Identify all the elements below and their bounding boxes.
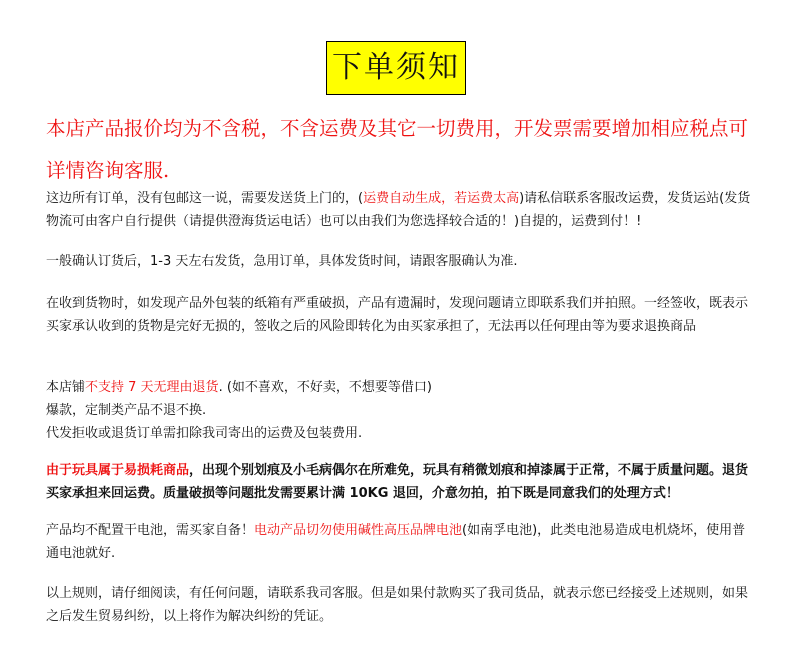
page-title: 下单须知 [326,41,466,95]
battery-text-end: (如南孚电池)，此类电池易造成电机烧坏，使用普通电池就好. [46,523,746,561]
shipping-highlight: 运费自动生成，若运费太高 [363,191,520,206]
no-return-highlight: 不支持 7 天无理由退货 [85,380,219,395]
shipping-text-end: )请私信联系客服改运费，发货运站(发货物流可由客户自行提供（请提供澄海货运电话）也可以由我们为您选择较合适的！)自提的，运费到付！! [46,191,751,229]
rules-paragraph: 以上规则，请仔细阅读，有任何问题，请联系我司客服。但是如果付款购买了我司货品，就表示您已经接受上述规则，如果之后发生贸易纠纷，以上将作为解决纠纷的凭证。 [46,586,749,624]
shipping-text-start: 这边所有订单，没有包邮这一说，需要发送货上门的，( [46,191,364,206]
battery-paragraph [46,519,756,565]
return-text-start: 本店铺 [46,380,86,395]
dropship-refusal-line: 代发拒收或退货订单需扣除我司寄出的运费及包装费用. [46,426,363,441]
damage-paragraph [46,459,756,505]
battery-warning: 电动产品切勿使用碱性高压品牌电池 [254,523,463,538]
damage-text: ，出现个别划痕及小毛病偶尔在所难免，玩具有稍微划痕和掉漆属于正常，不属于质量问题。退货买家承担来回运费。质量破损等问题批发需要累计满 10KG 退回，介意勿拍，拍下既是同意我们的处理方式！ [46,463,749,501]
shipping-paragraph [46,187,756,233]
fragile-highlight: 由于玩具属于易损耗商品 [46,463,190,478]
battery-text-start: 产品均不配置干电池，需买家自备！ [46,523,255,538]
return-text-end: . (如不喜欢，不好卖，不想要等借口) [218,380,432,395]
return-policy-paragraph [46,376,756,445]
inspection-paragraph: 在收到货物时，如发现产品外包装的纸箱有严重破损，产品有遗漏时，发现问题请立即联系我们并拍照。一经签收，既表示买家承认收到的货物是完好无损的，签收之后的风险即转化为由买家承担了，无法再以任何理由等为要求退换商品 [46,296,749,334]
custom-no-return-line: 爆款，定制类产品不退不换. [46,403,207,418]
delivery-time-paragraph: 一般确认订货后，1-3 天左右发货，急用订单，具体发货时间，请跟客服确认为准. [46,254,518,269]
intro-notice: 本店产品报价均为不含税，不含运费及其它一切费用，开发票需要增加相应税点可详情咨询客服. [46,117,749,182]
